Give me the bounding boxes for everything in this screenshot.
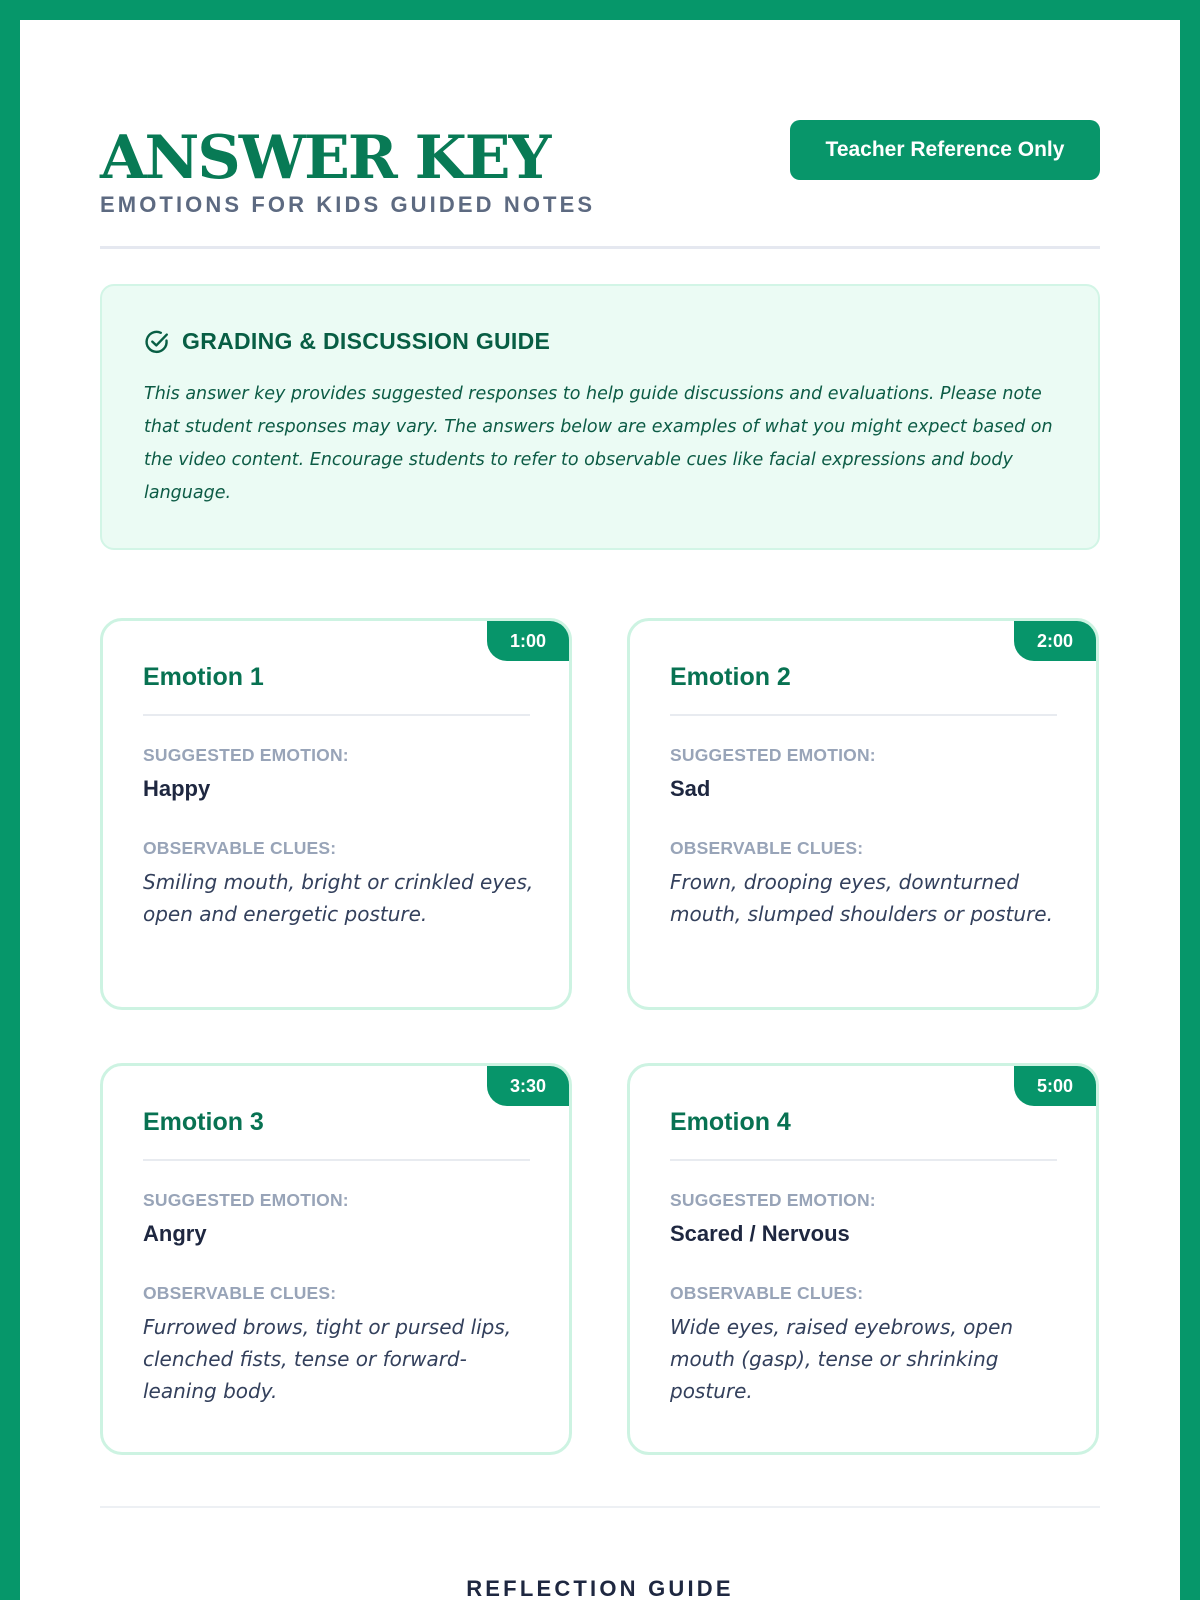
observable-clues-label: OBSERVABLE CLUES: bbox=[143, 1283, 337, 1303]
header-divider bbox=[100, 246, 1100, 249]
suggested-emotion-value: Angry bbox=[143, 1221, 207, 1246]
footer-divider bbox=[100, 1506, 1100, 1508]
suggested-emotion-value: Happy bbox=[143, 776, 211, 801]
observable-clues-text: Furrowed brows, tight or pursed lips, clenched fists, tense or forward-leaning body. bbox=[143, 1315, 512, 1403]
check-circle-icon bbox=[144, 329, 170, 355]
observable-clues-text: Smiling mouth, bright or crinkled eyes, open and energetic posture. bbox=[143, 870, 534, 926]
page-subtitle: EMOTIONS FOR KIDS GUIDED NOTES bbox=[100, 192, 596, 217]
observable-clues-label: OBSERVABLE CLUES: bbox=[670, 838, 864, 858]
timestamp-badge: 1:00 bbox=[487, 621, 569, 661]
emotion-card bbox=[627, 618, 1099, 1010]
card-divider bbox=[143, 714, 530, 716]
observable-clues-label: OBSERVABLE CLUES: bbox=[143, 838, 337, 858]
suggested-emotion-label: SUGGESTED EMOTION: bbox=[143, 1190, 349, 1210]
emotion-card-title: Emotion 3 bbox=[143, 1108, 264, 1136]
suggested-emotion-value: Scared / Nervous bbox=[670, 1221, 850, 1246]
reflection-guide-heading: REFLECTION GUIDE bbox=[466, 1576, 734, 1600]
suggested-emotion-value: Sad bbox=[670, 776, 711, 801]
emotion-card bbox=[100, 1063, 572, 1455]
observable-clues-text: Wide eyes, raised eyebrows, open mouth (gasp), tense or shrinking posture. bbox=[670, 1315, 1014, 1403]
card-divider bbox=[670, 714, 1057, 716]
emotion-card-title: Emotion 1 bbox=[143, 663, 264, 691]
timestamp-badge: 2:00 bbox=[1014, 621, 1096, 661]
grading-guide-header bbox=[144, 328, 550, 355]
emotion-card bbox=[627, 1063, 1099, 1455]
observable-clues-text: Frown, drooping eyes, downturned mouth, slumped shoulders or posture. bbox=[670, 870, 1053, 926]
suggested-emotion-label: SUGGESTED EMOTION: bbox=[670, 745, 876, 765]
grading-guide-title: GRADING & DISCUSSION GUIDE bbox=[182, 328, 551, 354]
grading-guide-box bbox=[100, 284, 1100, 550]
emotion-card-title: Emotion 4 bbox=[670, 1108, 791, 1136]
suggested-emotion-label: SUGGESTED EMOTION: bbox=[670, 1190, 876, 1210]
answer-key-sheet bbox=[20, 20, 1180, 1600]
observable-clues-label: OBSERVABLE CLUES: bbox=[670, 1283, 864, 1303]
card-divider bbox=[670, 1159, 1057, 1161]
card-divider bbox=[143, 1159, 530, 1161]
timestamp-badge: 3:30 bbox=[487, 1066, 569, 1106]
timestamp-badge: 5:00 bbox=[1014, 1066, 1096, 1106]
teacher-reference-badge: Teacher Reference Only bbox=[790, 120, 1100, 180]
suggested-emotion-label: SUGGESTED EMOTION: bbox=[143, 745, 349, 765]
page-header bbox=[100, 106, 1100, 251]
emotion-card bbox=[100, 618, 572, 1010]
page-title: ANSWER KEY bbox=[100, 123, 550, 193]
emotion-card-title: Emotion 2 bbox=[670, 663, 791, 691]
grading-guide-text: This answer key provides suggested responses to help guide discussions and evaluations. Please note that student responses may vary. The answers below are examples of what you might expect based on the video content. Encourage students to refer to observable cues like facial expressions and body language. bbox=[144, 384, 1053, 503]
